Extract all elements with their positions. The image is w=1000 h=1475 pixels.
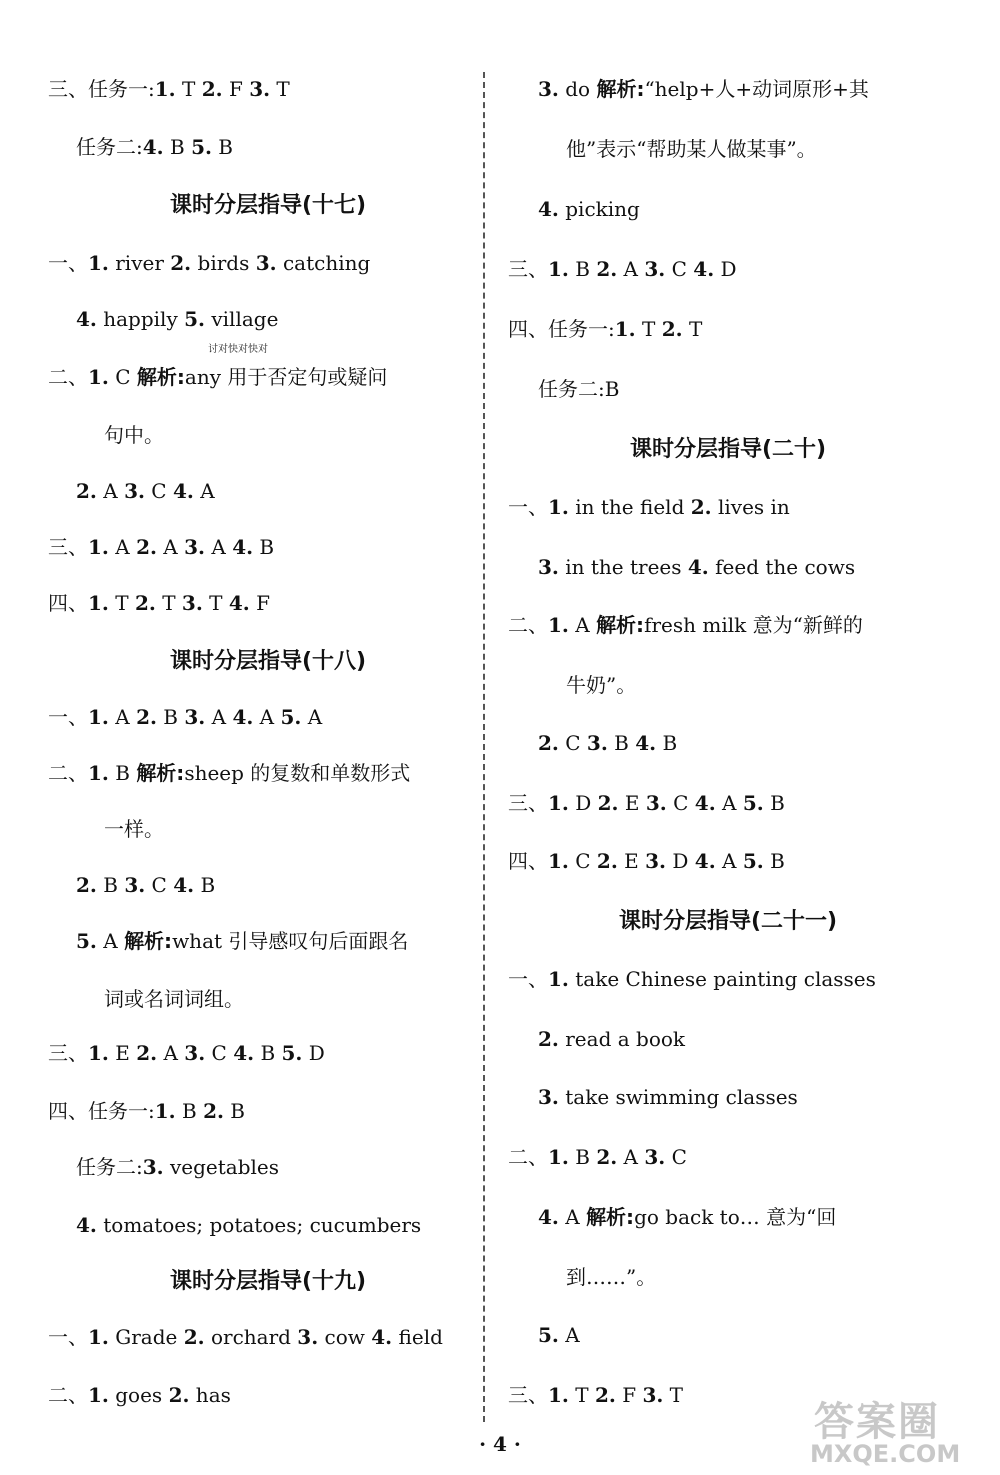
answer-line: 任务二:4. B 5. B bbox=[76, 135, 234, 159]
section-heading: 课时分层指导(十九) bbox=[169, 1269, 367, 1294]
answer-line: 一样。 bbox=[104, 817, 164, 841]
answer-line: 4. happily 5. village bbox=[76, 307, 279, 331]
section-heading: 课时分层指导(二十一) bbox=[618, 909, 838, 934]
page-number: · 4 · bbox=[479, 1432, 521, 1456]
answer-line: 任务二:3. vegetables bbox=[76, 1155, 280, 1179]
answer-line: 三、1. A 2. A 3. A 4. B bbox=[48, 535, 275, 559]
answer-line: 三、1. B 2. A 3. C 4. D bbox=[508, 257, 737, 281]
watermark-logo bbox=[804, 1390, 1000, 1475]
answer-line: 一、1. in the field 2. lives in bbox=[508, 495, 790, 519]
answer-line: 一、1. river 2. birds 3. catching bbox=[48, 251, 371, 275]
section-heading: 课时分层指导(十七) bbox=[169, 193, 367, 218]
answer-line: 三、1. T 2. F 3. T bbox=[508, 1383, 684, 1407]
answer-line: 一、1. Grade 2. orchard 3. cow 4. field bbox=[48, 1325, 443, 1349]
watermark-logo-text: 答案圈 bbox=[814, 1399, 940, 1445]
answer-line: 四、1. C 2. E 3. D 4. A 5. B bbox=[508, 849, 785, 873]
left-column bbox=[48, 0, 488, 1440]
answer-line: 四、任务一:1. B 2. B bbox=[48, 1099, 246, 1123]
answer-line: 到……”。 bbox=[566, 1265, 657, 1289]
answer-line: 5. A 解析:what 引导感叹句后面跟名 bbox=[76, 929, 409, 953]
handwritten-note: 讨对快对快对 bbox=[208, 344, 268, 355]
answer-line: 词或名词词组。 bbox=[104, 987, 244, 1011]
answer-line: 二、1. B 解析:sheep 的复数和单数形式 bbox=[48, 761, 411, 785]
answer-line: 4. picking bbox=[538, 197, 640, 221]
answer-line: 四、1. T 2. T 3. T 4. F bbox=[48, 591, 270, 615]
answer-line: 任务二:B bbox=[538, 377, 620, 401]
answer-line: 4. tomatoes; potatoes; cucumbers bbox=[76, 1213, 422, 1237]
answer-line: 2. A 3. C 4. A bbox=[76, 479, 215, 503]
answer-line: 2. read a book bbox=[538, 1027, 686, 1051]
answer-line: 一、1. A 2. B 3. A 4. A 5. A bbox=[48, 705, 323, 729]
answer-line: 三、1. D 2. E 3. C 4. A 5. B bbox=[508, 791, 785, 815]
section-heading: 课时分层指导(二十) bbox=[629, 437, 827, 462]
answer-line: 3. take swimming classes bbox=[538, 1085, 798, 1109]
answer-line: 四、任务一:1. T 2. T bbox=[508, 317, 703, 341]
answer-line: 三、任务一:1. T 2. F 3. T bbox=[48, 77, 290, 101]
answer-line: 三、1. E 2. A 3. C 4. B 5. D bbox=[48, 1041, 325, 1065]
answer-line: 二、1. goes 2. has bbox=[48, 1383, 231, 1407]
answer-line: 5. A bbox=[538, 1323, 580, 1347]
answer-line: 二、1. C 解析:any 用于否定句或疑问 bbox=[48, 365, 388, 389]
watermark-url: MXQE.COM bbox=[810, 1440, 961, 1468]
answer-line: 2. B 3. C 4. B bbox=[76, 873, 216, 897]
answer-line: 他”表示“帮助某人做某事”。 bbox=[566, 137, 817, 161]
answer-line: 牛奶”。 bbox=[566, 673, 637, 697]
answer-line: 二、1. A 解析:fresh milk 意为“新鲜的 bbox=[508, 613, 863, 637]
answer-line: 3. do 解析:“help+人+动词原形+其 bbox=[538, 77, 869, 101]
answer-line: 2. C 3. B 4. B bbox=[538, 731, 678, 755]
answer-line: 句中。 bbox=[104, 423, 164, 447]
right-column bbox=[508, 0, 948, 1440]
answer-line: 4. A 解析:go back to… 意为“回 bbox=[538, 1205, 837, 1229]
answer-line: 3. in the trees 4. feed the cows bbox=[538, 555, 856, 579]
answer-line: 二、1. B 2. A 3. C bbox=[508, 1145, 687, 1169]
column-divider bbox=[483, 72, 485, 1422]
section-heading: 课时分层指导(十八) bbox=[169, 649, 367, 674]
answer-line: 一、1. take Chinese painting classes bbox=[508, 967, 876, 991]
